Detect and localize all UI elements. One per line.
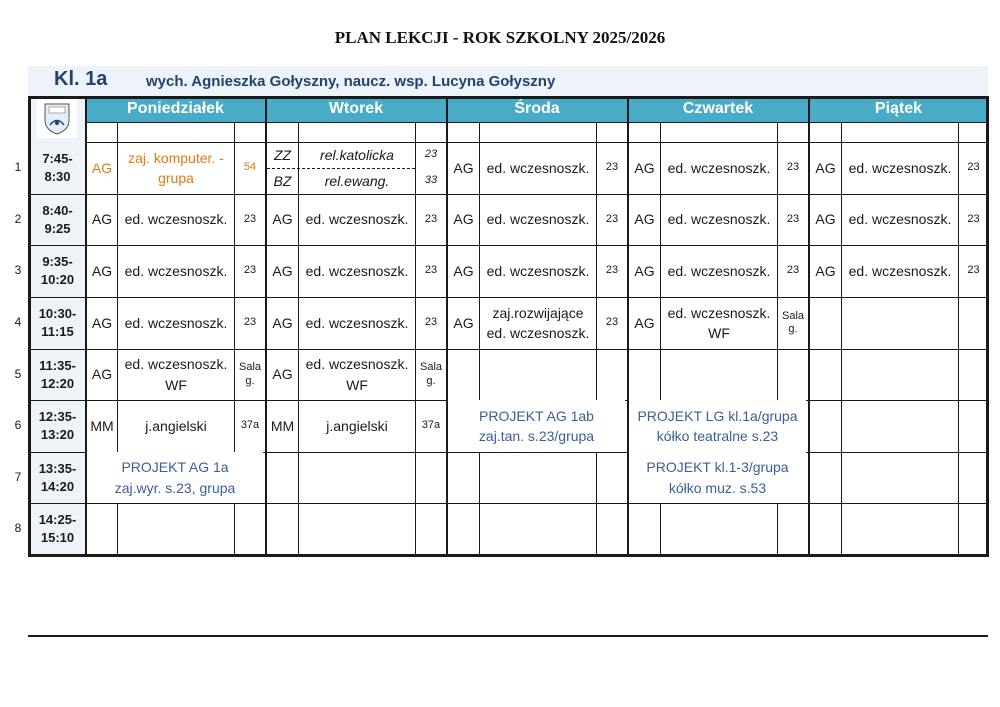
grid-line-inner <box>841 400 842 452</box>
grid-line-inner <box>596 349 597 400</box>
lesson-subject: ed. wczesnoszk. <box>124 262 228 279</box>
lesson-teacher: AG <box>453 211 474 228</box>
grid-line-inner <box>596 503 597 555</box>
bottom-divider <box>28 635 988 637</box>
lesson-room: 23 <box>605 212 619 225</box>
slot-time: 11:35- 12:20 <box>39 357 76 391</box>
lesson-subject: ed. wczesnoszk. <box>305 211 409 228</box>
document-title: PLAN LEKCJI - ROK SZKOLNY 2025/2026 <box>334 28 666 47</box>
lesson-subject: ed. wczesnoszk. <box>848 262 952 279</box>
slot-time: 9:35- 10:20 <box>40 254 75 287</box>
lesson-subject: ed. wczesnoszk. <box>305 314 409 331</box>
lesson-subject: ed. wczesnoszk. <box>667 159 771 176</box>
lesson-room: 23 <box>243 316 257 329</box>
lesson-room: 23 <box>424 264 438 277</box>
slot-number: 8 <box>14 521 22 536</box>
lesson-teacher: AG <box>634 314 655 331</box>
grid-line-inner <box>117 122 118 142</box>
grid-line-inner <box>479 452 480 503</box>
slot-time: 13:35- 14:20 <box>38 460 77 494</box>
grid-line-inner <box>777 503 778 555</box>
project-cell: PROJEKT AG 1ab zaj.tan. s.23/grupa <box>448 400 625 452</box>
lesson-room: 23 <box>424 316 438 329</box>
project-cell: PROJEKT LG kl.1a/grupa kółko teatralne s.23 <box>629 400 806 452</box>
grid-line-inner <box>479 349 480 400</box>
project-cell: PROJEKT kl.1-3/grupa kółko muz. s.53 <box>629 452 806 503</box>
lesson-room: 23 <box>786 212 800 225</box>
grid-line-inner <box>415 452 416 503</box>
day-header-5: Piątek <box>809 96 988 122</box>
lesson-teacher: AG <box>91 159 113 176</box>
religion-room: 33 <box>424 174 438 187</box>
religion-room: 23 <box>424 148 438 161</box>
grid-line-inner <box>117 503 118 555</box>
lesson-teacher: AG <box>453 314 474 331</box>
slot-number: 5 <box>14 366 22 381</box>
slot-time: 7:45- 8:30 <box>42 151 73 184</box>
day-header-2: Wtorek <box>266 96 446 122</box>
lesson-subject: ed. wczesnoszk. <box>848 211 952 228</box>
lesson-teacher: AG <box>272 211 293 228</box>
grid-line-inner <box>234 122 235 142</box>
religion-subject: rel.ewang. <box>324 172 390 189</box>
slot-number: 4 <box>14 315 22 330</box>
lesson-room: 23 <box>605 264 619 277</box>
lesson-subject: ed. wczesnoszk. <box>486 159 590 176</box>
grid-line-inner <box>298 452 299 503</box>
grid-line-inner <box>660 122 661 142</box>
lesson-teacher: MM <box>270 417 295 434</box>
grid-line-inner <box>479 122 480 142</box>
slot-time: 10:30- 11:15 <box>38 306 77 339</box>
lesson-room: 23 <box>605 316 619 329</box>
slot-time: 14:25- 15:10 <box>38 512 77 545</box>
lesson-room: 23 <box>967 161 980 174</box>
project-cell: PROJEKT AG 1a zaj.wyr. s.23, grupa <box>87 452 263 503</box>
grid-line-inner <box>596 122 597 142</box>
class-teachers: wych. Agnieszka Gołyszny, naucz. wsp. Lucyna Gołyszny <box>146 73 556 90</box>
lesson-room: 54 <box>243 161 257 174</box>
day-header-1: Poniedziałek <box>86 96 265 122</box>
grid-border-bottom <box>28 554 988 557</box>
lesson-subject: ed. wczesnoszk. <box>486 211 590 228</box>
lesson-room: 23 <box>424 212 438 225</box>
grid-line-inner <box>841 349 842 400</box>
grid-line-inner <box>479 503 480 555</box>
lesson-teacher: AG <box>815 262 836 279</box>
lesson-teacher: AG <box>272 262 293 279</box>
lesson-teacher: AG <box>91 211 113 228</box>
lesson-subject: ed. wczesnoszk. <box>848 159 952 176</box>
grid-line-inner <box>234 503 235 555</box>
lesson-room: 23 <box>967 212 980 225</box>
lesson-teacher: AG <box>91 262 113 279</box>
lesson-room: 23 <box>605 161 619 174</box>
lesson-teacher: AG <box>634 262 655 279</box>
grid-line-inner <box>660 349 661 400</box>
grid-line-header <box>85 122 988 123</box>
lesson-room: 23 <box>786 264 800 277</box>
religion-subject: rel.katolicka <box>320 146 394 163</box>
slot-number: 6 <box>14 418 22 433</box>
lesson-teacher: AG <box>91 314 113 331</box>
grid-line-inner <box>596 452 597 503</box>
grid-line-inner <box>777 349 778 400</box>
slot-time: 8:40- 9:25 <box>42 202 73 236</box>
lesson-subject: ed. wczesnoszk. <box>486 262 590 279</box>
lesson-subject: zaj.rozwijające ed. wczesnoszk. <box>486 304 590 341</box>
grid-line-inner <box>841 503 842 555</box>
day-header-3: Środa <box>447 96 627 122</box>
lesson-room: 23 <box>967 264 980 277</box>
lesson-room: Sala g. <box>419 361 443 387</box>
grid-line-inner <box>298 122 299 142</box>
grid-border-left <box>28 96 31 557</box>
lesson-room: 23 <box>786 161 800 174</box>
class-name: Kl. 1a <box>54 68 108 90</box>
lesson-teacher: AG <box>634 211 655 228</box>
grid-line-inner <box>841 452 842 503</box>
slot-number: 2 <box>14 211 22 226</box>
lesson-subject: j.angielski <box>145 417 207 434</box>
grid-border-top <box>28 96 988 99</box>
lesson-room: 23 <box>243 264 257 277</box>
grid-line-inner <box>841 122 842 142</box>
lesson-room: 37a <box>421 419 441 432</box>
grid-line-inner <box>777 122 778 142</box>
grid-line-inner <box>415 503 416 555</box>
lesson-subject: zaj. komputer. - grupa <box>128 149 224 186</box>
religion-teacher: ZZ <box>273 146 292 163</box>
lesson-teacher: AG <box>91 366 113 383</box>
lesson-room: 23 <box>243 212 257 225</box>
lesson-subject: ed. wczesnoszk. <box>667 211 771 228</box>
lesson-teacher: MM <box>90 417 114 434</box>
lesson-teacher: AG <box>453 262 474 279</box>
lesson-subject: ed. wczesnoszk. WF <box>667 304 771 341</box>
grid-line-inner <box>841 297 842 349</box>
grid-line-inner <box>958 122 959 142</box>
day-header-4: Czwartek <box>628 96 808 122</box>
grid-line-inner <box>298 503 299 555</box>
slot-number: 1 <box>14 160 22 175</box>
grid-line-inner <box>958 503 959 555</box>
lesson-teacher: AG <box>815 159 836 176</box>
religion-split-line <box>267 168 415 169</box>
slot-number: 7 <box>14 469 22 484</box>
lesson-subject: ed. wczesnoszk. WF <box>124 356 228 393</box>
grid-line-inner <box>415 122 416 142</box>
lesson-teacher: AG <box>272 314 293 331</box>
lesson-teacher: AG <box>272 366 293 383</box>
religion-teacher: BZ <box>273 172 292 189</box>
slot-number: 3 <box>14 263 22 278</box>
slot-time: 12:35- 13:20 <box>38 409 77 442</box>
grid-line-row <box>28 503 988 504</box>
lesson-subject: ed. wczesnoszk. <box>667 262 771 279</box>
grid-line-inner <box>660 503 661 555</box>
lesson-room: Sala g. <box>781 309 805 335</box>
lesson-subject: ed. wczesnoszk. <box>305 262 409 279</box>
lesson-room: Sala g. <box>238 361 262 387</box>
grid-line-inner <box>958 400 959 452</box>
lesson-room: 37a <box>240 419 260 432</box>
lesson-subject: ed. wczesnoszk. <box>124 211 228 228</box>
grid-line-inner <box>958 297 959 349</box>
lesson-teacher: AG <box>815 211 836 228</box>
lesson-subject: ed. wczesnoszk. WF <box>305 356 409 393</box>
lesson-teacher: AG <box>453 159 474 176</box>
lesson-subject: ed. wczesnoszk. <box>124 314 228 331</box>
lesson-subject: j.angielski <box>326 417 388 434</box>
grid-line-inner <box>958 452 959 503</box>
lesson-teacher: AG <box>634 159 655 176</box>
grid-line-inner <box>958 349 959 400</box>
